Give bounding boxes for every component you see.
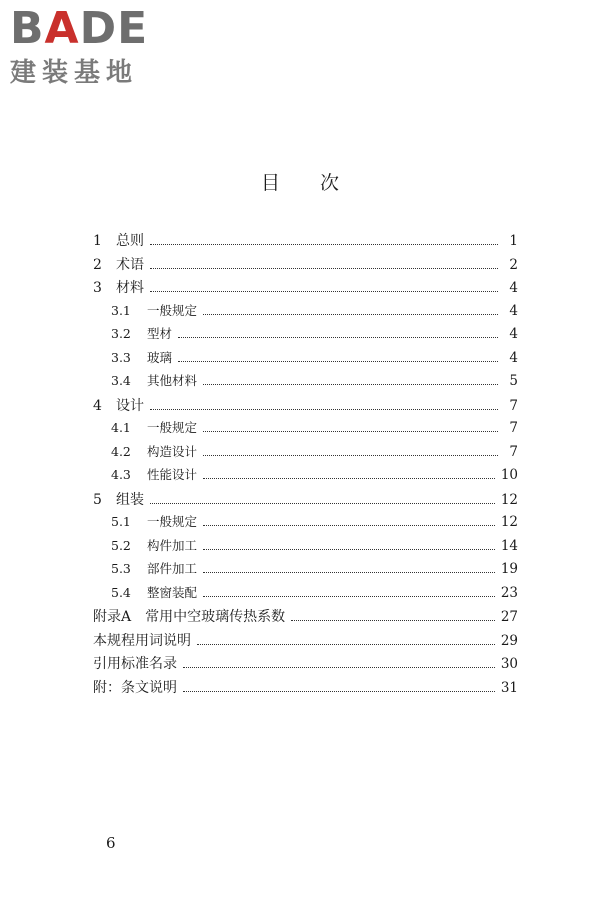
toc-entry-label: 一般规定	[147, 302, 198, 318]
toc-entry-number: 5.4	[111, 584, 131, 600]
toc-entry-number: 4.2	[111, 443, 131, 459]
toc-dot-leader	[203, 549, 495, 550]
toc-entry-label: 附录A 常用中空玻璃传热系数	[93, 609, 286, 625]
toc-entry-page: 12	[500, 491, 518, 508]
toc-entry-page: 7	[509, 443, 518, 460]
toc-entry[interactable]	[93, 254, 518, 278]
toc-entry-page: 30	[500, 656, 518, 672]
toc-dot-leader	[203, 455, 498, 456]
toc-entry-number: 5.1	[111, 514, 131, 529]
toc-entry-number: 4.3	[111, 467, 131, 482]
toc-entry-number: 4.1	[111, 420, 131, 435]
toc-entry-label: 引用标准名录	[93, 656, 177, 672]
toc-entry-page: 7	[509, 397, 518, 414]
toc-entry-page: 12	[500, 514, 518, 530]
toc-entry-label: 本规程用词说明	[93, 632, 191, 649]
toc-entry-label: 术语	[116, 256, 144, 273]
toc-entry[interactable]	[93, 301, 518, 325]
toc-entry-number: 3.4	[111, 373, 131, 388]
toc-dot-leader	[197, 644, 495, 645]
table-of-contents	[93, 230, 518, 700]
toc-dot-leader	[150, 291, 498, 292]
toc-entry[interactable]	[93, 371, 518, 395]
toc-dot-leader	[150, 268, 498, 269]
toc-entry-number: 5.3	[111, 561, 131, 576]
toc-entry-number: 1	[93, 233, 102, 249]
toc-entry-label: 设计	[116, 397, 144, 414]
toc-entry-label: 构造设计	[147, 443, 198, 459]
toc-entry-page: 5	[509, 373, 518, 389]
logo-letters-de: DE	[79, 3, 149, 54]
toc-entry-label: 构件加工	[147, 537, 198, 553]
toc-entry[interactable]	[93, 606, 518, 630]
toc-dot-leader	[203, 431, 498, 432]
toc-entry-number: 3.1	[111, 302, 131, 318]
toc-dot-leader	[183, 691, 495, 692]
logo-letter-a-accent: A	[44, 3, 80, 54]
toc-entry-label: 附：条文说明	[93, 679, 177, 696]
toc-entry-label: 其他材料	[147, 373, 198, 388]
toc-dot-leader	[178, 361, 498, 362]
toc-entry-number: 3	[93, 280, 102, 296]
toc-entry-number: 4	[93, 397, 102, 414]
toc-entry-number: 2	[93, 256, 102, 273]
toc-entry[interactable]	[93, 395, 518, 419]
toc-entry-page: 10	[500, 467, 518, 483]
toc-entry-number: 5	[93, 491, 102, 508]
toc-entry-page: 27	[500, 609, 518, 625]
toc-entry-label: 整窗装配	[147, 584, 198, 600]
toc-dot-leader	[203, 525, 495, 526]
toc-entry-label: 部件加工	[147, 561, 198, 576]
toc-entry-page: 19	[500, 561, 518, 577]
toc-entry-page: 31	[500, 679, 518, 696]
page-number: 6	[106, 834, 116, 852]
toc-entry-page: 2	[509, 256, 518, 273]
toc-dot-leader	[150, 409, 498, 410]
toc-title: 目次	[260, 172, 379, 194]
toc-entry-label: 组装	[116, 491, 144, 508]
toc-entry-label: 玻璃	[147, 349, 173, 365]
toc-entry[interactable]	[93, 489, 518, 513]
toc-entry[interactable]	[93, 442, 518, 466]
logo-subtitle: 建装基地	[10, 58, 139, 88]
toc-dot-leader	[203, 384, 498, 385]
toc-entry-label: 材料	[116, 280, 144, 296]
toc-entry-page: 23	[500, 584, 518, 601]
toc-entry[interactable]	[93, 559, 518, 583]
toc-entry[interactable]	[93, 230, 518, 254]
toc-entry-page: 4	[509, 349, 518, 366]
watermark-logo	[10, 3, 180, 88]
toc-entry[interactable]	[93, 677, 518, 701]
toc-entry[interactable]	[93, 653, 518, 677]
toc-entry-label: 型材	[147, 326, 173, 341]
toc-entry-label: 一般规定	[147, 514, 198, 529]
toc-entry-label: 一般规定	[147, 420, 198, 435]
toc-dot-leader	[150, 244, 498, 245]
toc-entry[interactable]	[93, 465, 518, 489]
toc-entry[interactable]	[93, 630, 518, 654]
toc-entry-number: 5.2	[111, 537, 131, 553]
toc-entry-label: 总则	[116, 233, 144, 249]
toc-dot-leader	[291, 620, 495, 621]
toc-entry[interactable]	[93, 512, 518, 536]
toc-dot-leader	[203, 596, 495, 597]
toc-dot-leader	[178, 337, 498, 338]
toc-entry-page: 4	[509, 280, 518, 296]
logo-wordmark	[10, 3, 180, 54]
toc-entry-label: 性能设计	[147, 467, 198, 482]
toc-entry[interactable]	[93, 583, 518, 607]
toc-entry-page: 4	[509, 326, 518, 342]
toc-entry-page: 4	[509, 302, 518, 319]
toc-entry-page: 14	[500, 537, 518, 554]
toc-entry[interactable]	[93, 348, 518, 372]
toc-dot-leader	[203, 572, 495, 573]
toc-entry-page: 1	[509, 233, 518, 249]
logo-letter-b: B	[10, 3, 45, 54]
toc-entry-number: 3.3	[111, 349, 131, 365]
toc-entry[interactable]	[93, 418, 518, 442]
toc-entry[interactable]	[93, 324, 518, 348]
toc-dot-leader	[203, 478, 495, 479]
toc-dot-leader	[183, 667, 495, 668]
toc-entry-number: 3.2	[111, 326, 131, 341]
toc-entry[interactable]	[93, 536, 518, 560]
toc-entry-page: 7	[509, 420, 518, 436]
toc-entry[interactable]	[93, 277, 518, 301]
toc-entry-page: 29	[500, 632, 518, 649]
toc-dot-leader	[203, 314, 498, 315]
toc-dot-leader	[150, 503, 495, 504]
